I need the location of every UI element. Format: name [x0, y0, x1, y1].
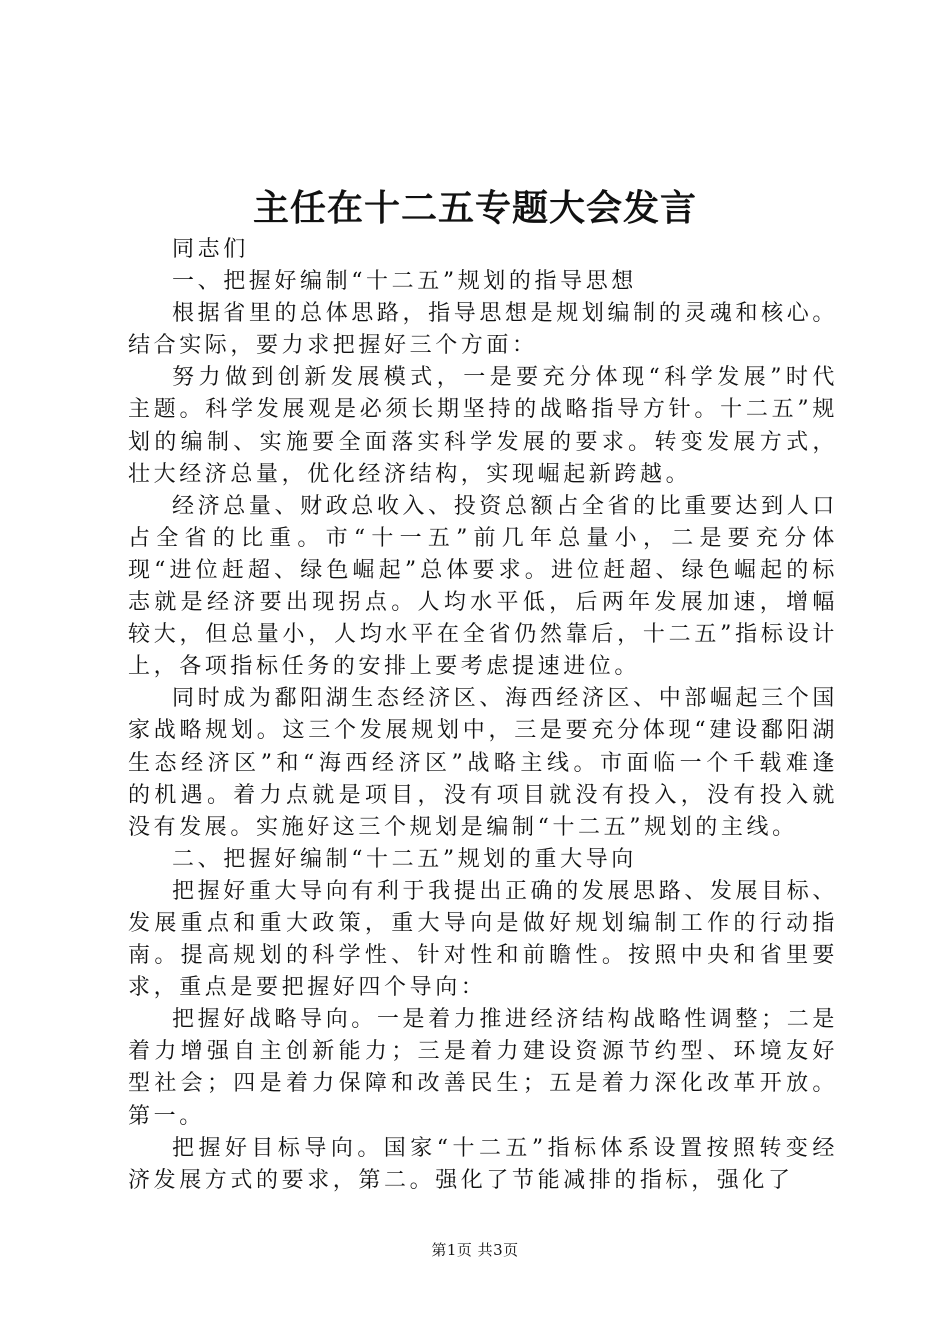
paragraph: 经济总量、财政总收入、投资总额占全省的比重要达到人口占全省的比重。市“十一五”前几年总量小，二是要充分体现“进位赶超、绿色崛起”总体要求。进位赶超、绿色崛起的标志就是经济要出现拐点。人均水平低，后两年发展加速，增幅较大，但总量小，人均水平在全省仍然靠后，十二五”指标设计上，各项指标任务的安排上要考虑提速进位。: [128, 493, 838, 680]
paragraph: 同志们: [172, 237, 249, 262]
section-heading: 一、把握好编制“十二五”规划的指导思想: [172, 269, 637, 295]
paragraph: 把握好战略导向。一是着力推进经济结构战略性调整；二是着力增强自主创新能力；三是着力建设资源节约型、环境友好型社会；四是着力保障和改善民生；五是着力深化改革开放。第一。: [128, 1007, 838, 1129]
document-body: [128, 234, 838, 1197]
paragraph: 把握好重大导向有利于我提出正确的发展思路、发展目标、发展重点和重大政策，重大导向是做好规划编制工作的行动指南。提高规划的科学性、针对性和前瞻性。按照中央和省里要求，重点是要把握好四个导向：: [128, 878, 838, 1001]
document-title: 主任在十二五专题大会发言: [252, 187, 697, 229]
paragraph: 努力做到创新发展模式，一是要充分体现“科学发展”时代主题。科学发展观是必须长期坚持的战略指导方针。十二五”规划的编制、实施要全面落实科学发展的要求。转变发展方式，壮大经济总量，优化经济结构，实现崛起新跨越。: [128, 365, 838, 487]
paragraph: 把握好目标导向。国家“十二五”指标体系设置按照转变经济发展方式的要求，第二。强化了节能减排的指标，强化了: [128, 1135, 838, 1193]
page-number-footer: 第1页 共3页: [431, 1241, 519, 1259]
section-heading: 二、把握好编制“十二五”规划的重大导向: [172, 846, 637, 872]
paragraph: 根据省里的总体思路，指导思想是规划编制的灵魂和核心。结合实际，要力求把握好三个方面：: [128, 301, 838, 359]
paragraph: 同时成为鄱阳湖生态经济区、海西经济区、中部崛起三个国家战略规划。这三个发展规划中，三是要充分体现“建设鄱阳湖生态经济区”和“海西经济区”战略主线。市面临一个千载难逢的机遇。着力点就是项目，没有项目就没有投入，没有投入就没有发展。实施好这三个规划是编制“十二五”规划的主线。: [128, 686, 838, 840]
